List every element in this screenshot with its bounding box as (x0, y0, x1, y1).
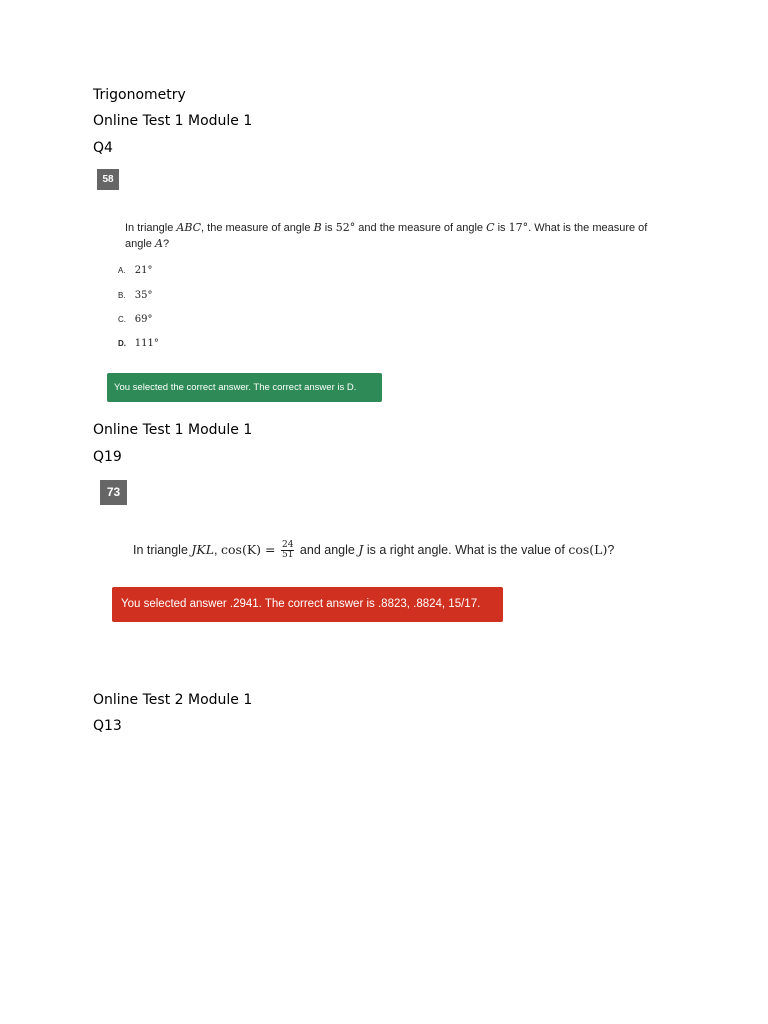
choice-a[interactable] (118, 265, 153, 276)
section-heading-3: Online Test 2 Module 1 (93, 692, 253, 708)
math-17-deg: 17° (508, 221, 529, 234)
choice-letter: D. (118, 339, 126, 348)
choice-letter: C. (118, 315, 126, 324)
section-heading-1: Online Test 1 Module 1 (93, 113, 253, 129)
question-prompt (125, 220, 685, 252)
prompt-text: is (497, 222, 506, 234)
choice-value: 35° (134, 290, 153, 301)
math-c: C (486, 221, 495, 234)
math-b: B (313, 221, 322, 234)
math-a: A (154, 237, 163, 250)
question-prompt (133, 538, 614, 562)
prompt-text: In triangle (133, 543, 188, 557)
question-label-q19: Q19 (93, 449, 122, 465)
question-label-q13: Q13 (93, 718, 122, 734)
result-banner-correct: You selected the correct answer. The correct answer is D. (107, 373, 382, 402)
fraction-numerator: 24 (281, 540, 294, 551)
choice-letter: B. (118, 291, 126, 300)
math-cos-k: cos(K) = (221, 542, 276, 557)
choice-d[interactable] (118, 338, 159, 349)
prompt-text: is a right angle. What is the value of (366, 543, 565, 557)
prompt-text: In triangle (125, 222, 174, 234)
prompt-text: ? (162, 238, 170, 250)
math-abc: ABC (176, 221, 202, 234)
prompt-text: . What is the measure of (528, 222, 648, 234)
prompt-text: angle (125, 238, 152, 250)
choice-b[interactable] (118, 290, 153, 301)
choice-value: 21° (134, 265, 153, 276)
result-banner-incorrect: You selected answer .2941. The correct answer is .8823, .8824, 15/17. (112, 587, 503, 622)
fraction-denominator: 51 (281, 550, 294, 561)
math-cos-l: cos(L) (568, 542, 608, 557)
choice-c[interactable] (118, 314, 153, 325)
prompt-text: , the measure of angle (201, 222, 311, 234)
question-number-badge: 73 (100, 480, 127, 505)
math-j: J (358, 542, 364, 557)
prompt-text: ? (607, 543, 615, 557)
choice-value: 111° (134, 338, 159, 349)
math-jkl: JKL (191, 542, 215, 557)
math-52-deg: 52° (335, 221, 356, 234)
section-heading-2: Online Test 1 Module 1 (93, 422, 253, 438)
question-label-q4: Q4 (93, 140, 113, 156)
prompt-text: and angle (299, 543, 355, 557)
choice-value: 69° (134, 314, 153, 325)
math-fraction (281, 541, 294, 560)
choice-letter: A. (118, 266, 126, 275)
prompt-text: is (324, 222, 333, 234)
page-title: Trigonometry (93, 87, 186, 103)
prompt-text: and the measure of angle (358, 222, 484, 234)
question-number-badge: 58 (97, 169, 119, 190)
prompt-text: , (214, 543, 218, 557)
